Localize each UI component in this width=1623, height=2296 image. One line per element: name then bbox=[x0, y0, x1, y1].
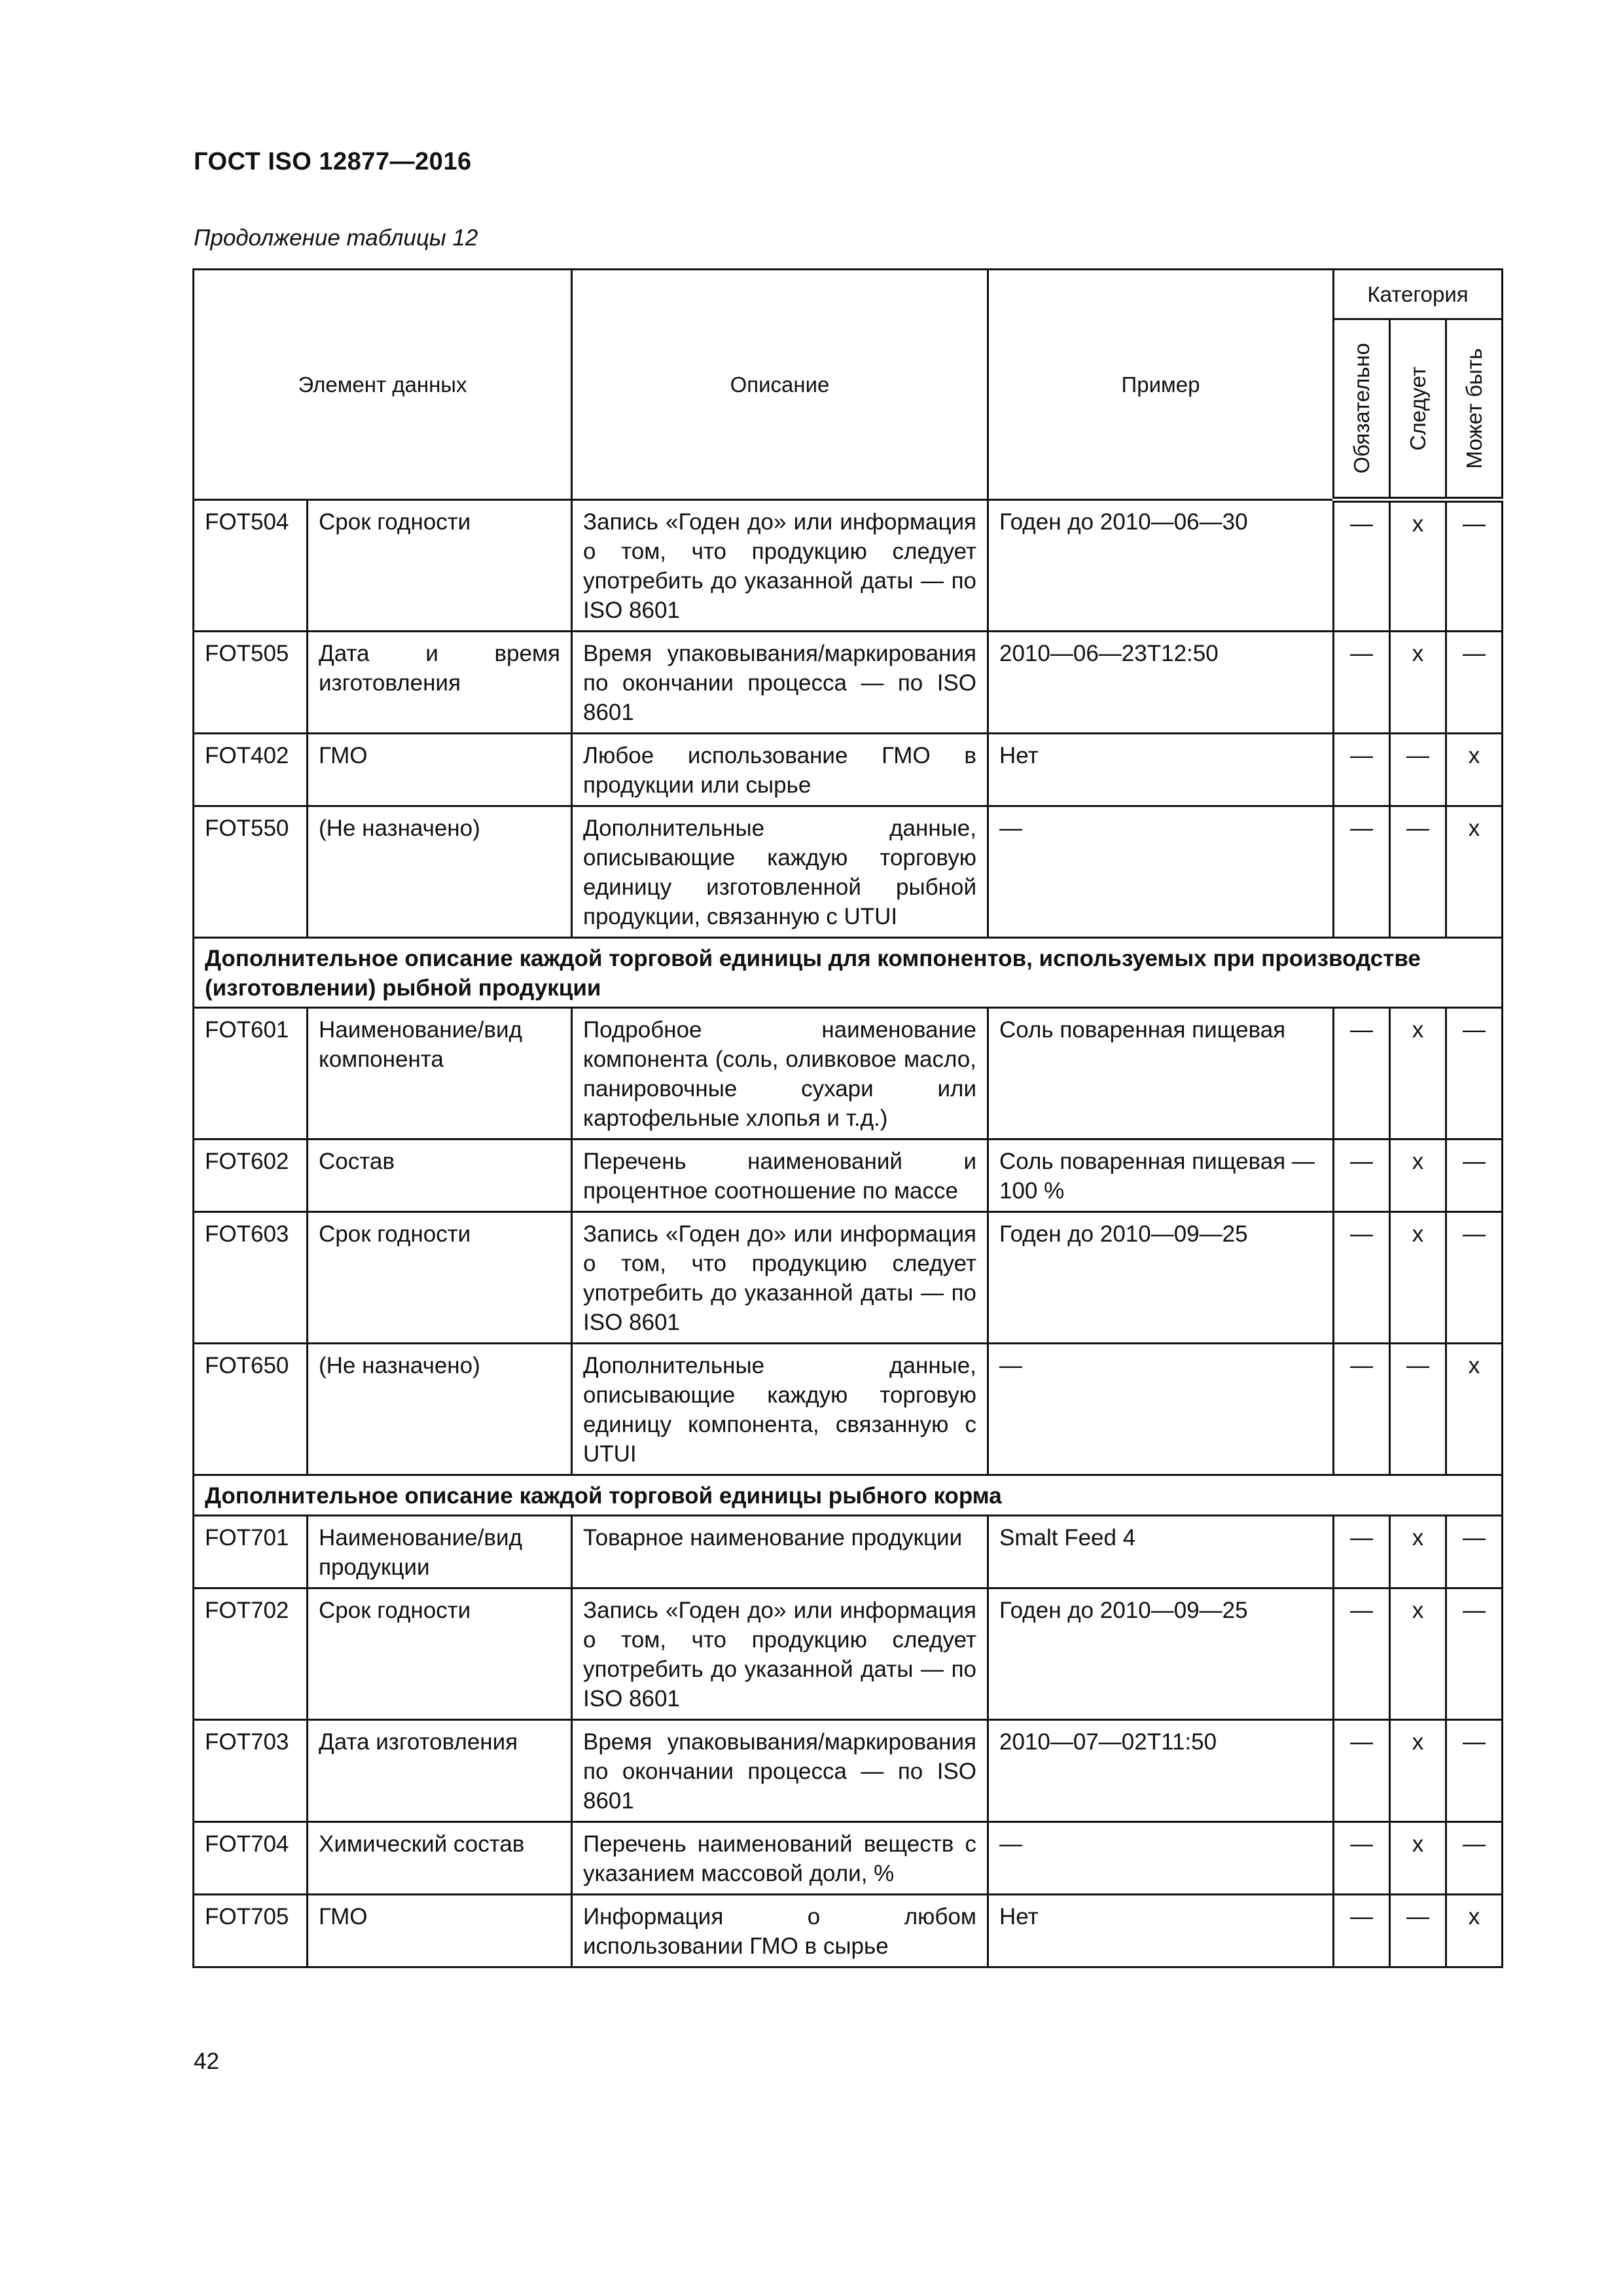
element-code: FOT703 bbox=[194, 1720, 308, 1822]
element-name: Срок годности bbox=[308, 1588, 572, 1720]
element-name: Срок годности bbox=[308, 500, 572, 632]
element-description: Подробное наименование компонента (соль, оливковое масло, панировочные сухари или картофельные хлопья и т.д.) bbox=[572, 1008, 988, 1139]
table-row bbox=[194, 1212, 1503, 1344]
element-example: — bbox=[988, 1344, 1334, 1475]
document-header: ГОСТ ISO 12877—2016 bbox=[194, 148, 472, 175]
element-code: FOT704 bbox=[194, 1822, 308, 1895]
element-name: Наименование/вид компонента bbox=[308, 1008, 572, 1139]
element-example: — bbox=[988, 1822, 1334, 1895]
category-should: — bbox=[1390, 734, 1446, 806]
element-description: Товарное наименование продукции bbox=[572, 1516, 988, 1588]
category-mandatory: — bbox=[1334, 1895, 1390, 1967]
category-may: — bbox=[1446, 1139, 1503, 1212]
element-description: Запись «Годен до» или информация о том, что продукцию следует употребить до указанной даты — по ISO 8601 bbox=[572, 1212, 988, 1344]
category-mandatory: — bbox=[1334, 1139, 1390, 1212]
table-row bbox=[194, 806, 1503, 938]
element-example: Нет bbox=[988, 734, 1334, 806]
category-may: — bbox=[1446, 1720, 1503, 1822]
category-should: x bbox=[1390, 1588, 1446, 1720]
element-code: FOT602 bbox=[194, 1139, 308, 1212]
element-description: Запись «Годен до» или информация о том, что продукцию следует употребить до указанной даты — по ISO 8601 bbox=[572, 500, 988, 632]
section-row bbox=[194, 1475, 1503, 1516]
element-description: Дополнительные данные, описывающие каждую торговую единицу изготовленной рыбной продукции, связанную с UTUI bbox=[572, 806, 988, 938]
category-may: — bbox=[1446, 1212, 1503, 1344]
element-name: ГМО bbox=[308, 1895, 572, 1967]
element-code: FOT701 bbox=[194, 1516, 308, 1588]
element-name: Состав bbox=[308, 1139, 572, 1212]
category-mandatory: — bbox=[1334, 1588, 1390, 1720]
data-elements-table bbox=[192, 268, 1503, 1968]
section-heading: Дополнительное описание каждой торговой единицы для компонентов, используемых при производстве (изготовлении) рыбной продукции bbox=[194, 938, 1503, 1008]
category-should: — bbox=[1390, 806, 1446, 938]
element-code: FOT504 bbox=[194, 500, 308, 632]
category-mandatory: — bbox=[1334, 500, 1390, 632]
header-cat-should bbox=[1390, 319, 1446, 500]
category-should: x bbox=[1390, 1212, 1446, 1344]
category-may: — bbox=[1446, 1822, 1503, 1895]
category-may: — bbox=[1446, 1588, 1503, 1720]
cat-should-label: Следует bbox=[1406, 366, 1430, 451]
table-row bbox=[194, 632, 1503, 734]
header-element: Элемент данных bbox=[194, 270, 572, 500]
section-heading: Дополнительное описание каждой торговой единицы рыбного корма bbox=[194, 1475, 1503, 1516]
element-example: — bbox=[988, 806, 1334, 938]
category-should: — bbox=[1390, 1344, 1446, 1475]
element-example: 2010—07—02T11:50 bbox=[988, 1720, 1334, 1822]
table-row bbox=[194, 1008, 1503, 1139]
element-name: Наименование/вид продукции bbox=[308, 1516, 572, 1588]
element-example: Годен до 2010—09—25 bbox=[988, 1588, 1334, 1720]
table-row bbox=[194, 1588, 1503, 1720]
category-mandatory: — bbox=[1334, 632, 1390, 734]
element-name: (Не назначено) bbox=[308, 1344, 572, 1475]
category-mandatory: — bbox=[1334, 1212, 1390, 1344]
category-may: — bbox=[1446, 500, 1503, 632]
element-description: Любое использование ГМО в продукции или сырье bbox=[572, 734, 988, 806]
table-header-row bbox=[194, 270, 1503, 319]
element-name: Срок годности bbox=[308, 1212, 572, 1344]
table-row bbox=[194, 734, 1503, 806]
table-body bbox=[194, 270, 1503, 1967]
element-description: Дополнительные данные, описывающие каждую торговую единицу компонента, связанную с UTUI bbox=[572, 1344, 988, 1475]
category-may: x bbox=[1446, 734, 1503, 806]
table-row bbox=[194, 1516, 1503, 1588]
category-may: x bbox=[1446, 1344, 1503, 1475]
element-name: Химический состав bbox=[308, 1822, 572, 1895]
table-row bbox=[194, 1895, 1503, 1967]
element-code: FOT601 bbox=[194, 1008, 308, 1139]
header-cat-may bbox=[1446, 319, 1503, 500]
table-row bbox=[194, 1139, 1503, 1212]
category-should: x bbox=[1390, 500, 1446, 632]
element-description: Запись «Годен до» или информация о том, что продукцию следует употребить до указанной даты — по ISO 8601 bbox=[572, 1588, 988, 1720]
element-example: Smalt Feed 4 bbox=[988, 1516, 1334, 1588]
header-cat-mandatory bbox=[1334, 319, 1390, 500]
category-should: x bbox=[1390, 1139, 1446, 1212]
category-should: — bbox=[1390, 1895, 1446, 1967]
table-row bbox=[194, 1720, 1503, 1822]
category-should: x bbox=[1390, 1008, 1446, 1139]
element-example: Нет bbox=[988, 1895, 1334, 1967]
category-mandatory: — bbox=[1334, 1822, 1390, 1895]
category-may: — bbox=[1446, 1516, 1503, 1588]
table-row bbox=[194, 1344, 1503, 1475]
header-description: Описание bbox=[572, 270, 988, 500]
category-mandatory: — bbox=[1334, 1008, 1390, 1139]
category-may: — bbox=[1446, 632, 1503, 734]
category-may: x bbox=[1446, 806, 1503, 938]
category-should: x bbox=[1390, 632, 1446, 734]
category-mandatory: — bbox=[1334, 1516, 1390, 1588]
element-name: Дата и время изготовления bbox=[308, 632, 572, 734]
element-example: Годен до 2010—06—30 bbox=[988, 500, 1334, 632]
element-description: Информация о любом использовании ГМО в сырье bbox=[572, 1895, 988, 1967]
cat-may-label: Может быть bbox=[1462, 348, 1487, 469]
element-code: FOT402 bbox=[194, 734, 308, 806]
section-row bbox=[194, 938, 1503, 1008]
category-mandatory: — bbox=[1334, 734, 1390, 806]
element-code: FOT603 bbox=[194, 1212, 308, 1344]
cat-mandatory-label: Обязательно bbox=[1349, 343, 1374, 474]
header-example: Пример bbox=[988, 270, 1334, 500]
category-should: x bbox=[1390, 1822, 1446, 1895]
element-description: Время упаковывания/маркирования по окончании процесса — по ISO 8601 bbox=[572, 1720, 988, 1822]
element-example: Годен до 2010—09—25 bbox=[988, 1212, 1334, 1344]
category-mandatory: — bbox=[1334, 1720, 1390, 1822]
element-code: FOT505 bbox=[194, 632, 308, 734]
category-may: x bbox=[1446, 1895, 1503, 1967]
category-may: — bbox=[1446, 1008, 1503, 1139]
element-code: FOT702 bbox=[194, 1588, 308, 1720]
element-name: ГМО bbox=[308, 734, 572, 806]
element-example: 2010—06—23T12:50 bbox=[988, 632, 1334, 734]
element-description: Время упаковывания/маркирования по окончании процесса — по ISO 8601 bbox=[572, 632, 988, 734]
category-mandatory: — bbox=[1334, 806, 1390, 938]
table-row bbox=[194, 1822, 1503, 1895]
table-caption: Продолжение таблицы 12 bbox=[194, 225, 478, 251]
category-mandatory: — bbox=[1334, 1344, 1390, 1475]
element-code: FOT550 bbox=[194, 806, 308, 938]
element-name: (Не назначено) bbox=[308, 806, 572, 938]
category-should: x bbox=[1390, 1720, 1446, 1822]
table-row bbox=[194, 500, 1503, 632]
element-code: FOT705 bbox=[194, 1895, 308, 1967]
element-description: Перечень наименований и процентное соотношение по массе bbox=[572, 1139, 988, 1212]
category-should: x bbox=[1390, 1516, 1446, 1588]
page-number: 42 bbox=[194, 2049, 219, 2074]
element-example: Соль поваренная пищевая bbox=[988, 1008, 1334, 1139]
element-description: Перечень наименований веществ с указанием массовой доли, % bbox=[572, 1822, 988, 1895]
element-name: Дата изготовления bbox=[308, 1720, 572, 1822]
header-category: Категория bbox=[1334, 270, 1503, 319]
element-example: Соль поваренная пищевая — 100 % bbox=[988, 1139, 1334, 1212]
element-code: FOT650 bbox=[194, 1344, 308, 1475]
